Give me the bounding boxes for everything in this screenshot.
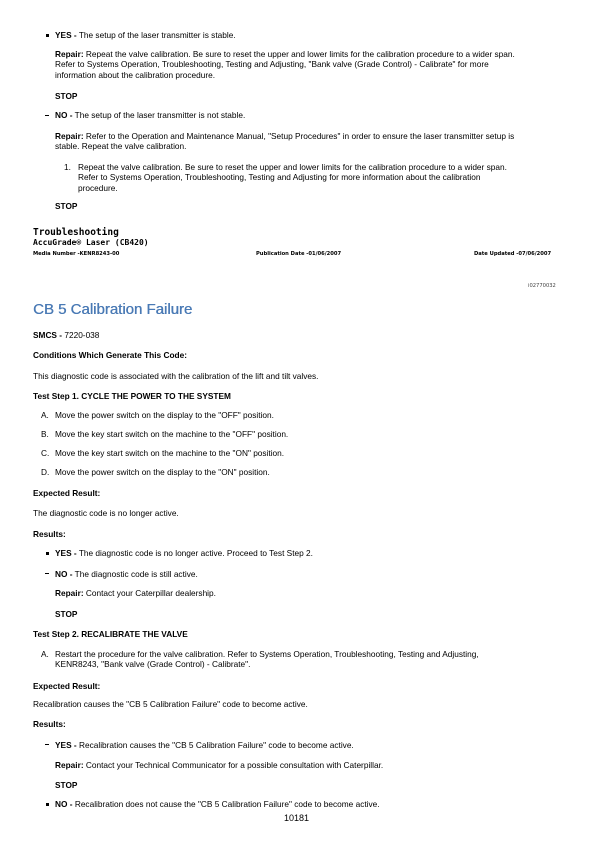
publication-date: Publication Date -01/06/2007: [256, 251, 342, 257]
repair-line: [55, 760, 383, 770]
repair-label: Repair:: [55, 131, 84, 141]
repair-line: Repeat the valve calibration. Be sure to reset the upper and lower limits for the calibration procedure to a wider span.: [83, 49, 515, 59]
list-letter: A.: [41, 410, 49, 420]
smcs-value: 7220-038: [62, 330, 100, 340]
numbered-line: Repeat the valve calibration. Be sure to reset the upper and lower limits for the calibration procedure to a wider span.: [78, 162, 507, 172]
bullet-icon: [46, 803, 49, 806]
no-line: [55, 110, 245, 120]
page-title: CB 5 Calibration Failure: [33, 301, 193, 318]
list-letter: C.: [41, 448, 50, 458]
list-number: 1.: [64, 162, 71, 172]
document-id: i02770032: [528, 283, 556, 289]
yes-label: YES -: [55, 548, 77, 558]
stop-label: STOP: [55, 201, 78, 211]
expected-heading: Expected Result:: [33, 488, 101, 498]
repair-text: Contact your Caterpillar dealership.: [83, 588, 216, 598]
step1-item: Move the key start switch on the machine to the "OFF" position.: [55, 429, 289, 439]
step1-item: Move the power switch on the display to the "ON" position.: [55, 467, 270, 477]
stop-label: STOP: [55, 91, 78, 101]
stop-label: STOP: [55, 609, 78, 619]
dash-icon: [45, 744, 49, 745]
step2-line: Restart the procedure for the valve calibration. Refer to Systems Operation, Troubleshooting, Testing and Adjusting,: [55, 649, 479, 659]
dash-icon: [45, 115, 49, 116]
step1-item: Move the key start switch on the machine to the "ON" position.: [55, 448, 285, 458]
repair-line: Refer to the Operation and Maintenance Manual, "Setup Procedures" in order to ensure the laser transmitter setup is: [83, 131, 515, 141]
repair-text: Contact your Technical Communicator for a possible consultation with Caterpillar.: [83, 760, 384, 770]
expected-text: The diagnostic code is no longer active.: [33, 508, 179, 518]
results-heading: Results:: [33, 719, 66, 729]
dash-icon: [45, 573, 49, 574]
yes-label: YES -: [55, 30, 77, 40]
repair-line: stable. Repeat the valve calibration.: [55, 141, 187, 152]
expected-text: Recalibration causes the "CB 5 Calibration Failure" code to become active.: [33, 699, 308, 709]
repair-label: Repair:: [55, 760, 84, 770]
expected-heading: Expected Result:: [33, 681, 101, 691]
page-number: 10181: [284, 813, 310, 823]
numbered-line: procedure.: [78, 182, 118, 193]
yes-line: [55, 740, 354, 750]
repair-line: information about the calibration procedure.: [55, 69, 216, 80]
yes-text: The setup of the laser transmitter is stable.: [76, 30, 236, 40]
no-text: The diagnostic code is still active.: [72, 569, 198, 579]
no-line: [55, 799, 380, 809]
bullet-icon: [46, 34, 49, 37]
conditions-text: This diagnostic code is associated with the calibration of the lift and tilt valves.: [33, 371, 319, 381]
repair-label: Repair:: [55, 588, 84, 598]
yes-text: Recalibration causes the "CB 5 Calibration Failure" code to become active.: [76, 740, 354, 750]
no-text: Recalibration does not cause the "CB 5 Calibration Failure" code to become active.: [72, 799, 380, 809]
step2-item: [55, 649, 575, 670]
repair-label: Repair:: [55, 49, 84, 59]
repair-block: [55, 131, 575, 152]
step1-item: Move the power switch on the display to the "OFF" position.: [55, 410, 274, 420]
step1-heading: Test Step 1. CYCLE THE POWER TO THE SYSTEM: [33, 391, 231, 401]
section-title: Troubleshooting: [33, 227, 119, 238]
product-subtitle: AccuGrade® Laser (CB420): [33, 238, 149, 247]
yes-text: The diagnostic code is no longer active. Proceed to Test Step 2.: [76, 548, 313, 558]
repair-line: Refer to Systems Operation, Troubleshooting, Testing and Adjusting, "Bank valve (Grade Control) - Calibrate" for more: [55, 59, 489, 70]
no-line: [55, 569, 198, 579]
conditions-heading: Conditions Which Generate This Code:: [33, 350, 187, 360]
list-letter: B.: [41, 429, 49, 439]
bullet-icon: [46, 552, 49, 555]
list-letter: A.: [41, 649, 49, 659]
list-letter: D.: [41, 467, 50, 477]
no-label: NO -: [55, 569, 73, 579]
numbered-item: [78, 162, 578, 193]
results-heading: Results:: [33, 529, 66, 539]
smcs-line: [33, 330, 99, 340]
no-label: NO -: [55, 799, 73, 809]
no-label: NO -: [55, 110, 73, 120]
numbered-line: Refer to Systems Operation, Troubleshooting, Testing and Adjusting for more information about the calibration: [78, 172, 481, 183]
step2-heading: Test Step 2. RECALIBRATE THE VALVE: [33, 629, 188, 639]
step2-line: KENR8243, "Bank valve (Grade Control) - Calibrate".: [55, 659, 251, 670]
yes-line: [55, 548, 313, 558]
repair-line: [55, 588, 216, 598]
date-updated: Date Updated -07/06/2007: [474, 251, 552, 257]
repair-block: [55, 49, 575, 80]
smcs-label: SMCS -: [33, 330, 63, 340]
media-number: Media Number -KENR8243-00: [33, 251, 120, 257]
yes-label: YES -: [55, 740, 77, 750]
no-text: The setup of the laser transmitter is not stable.: [72, 110, 246, 120]
stop-label: STOP: [55, 780, 78, 790]
yes-line: [55, 30, 236, 40]
